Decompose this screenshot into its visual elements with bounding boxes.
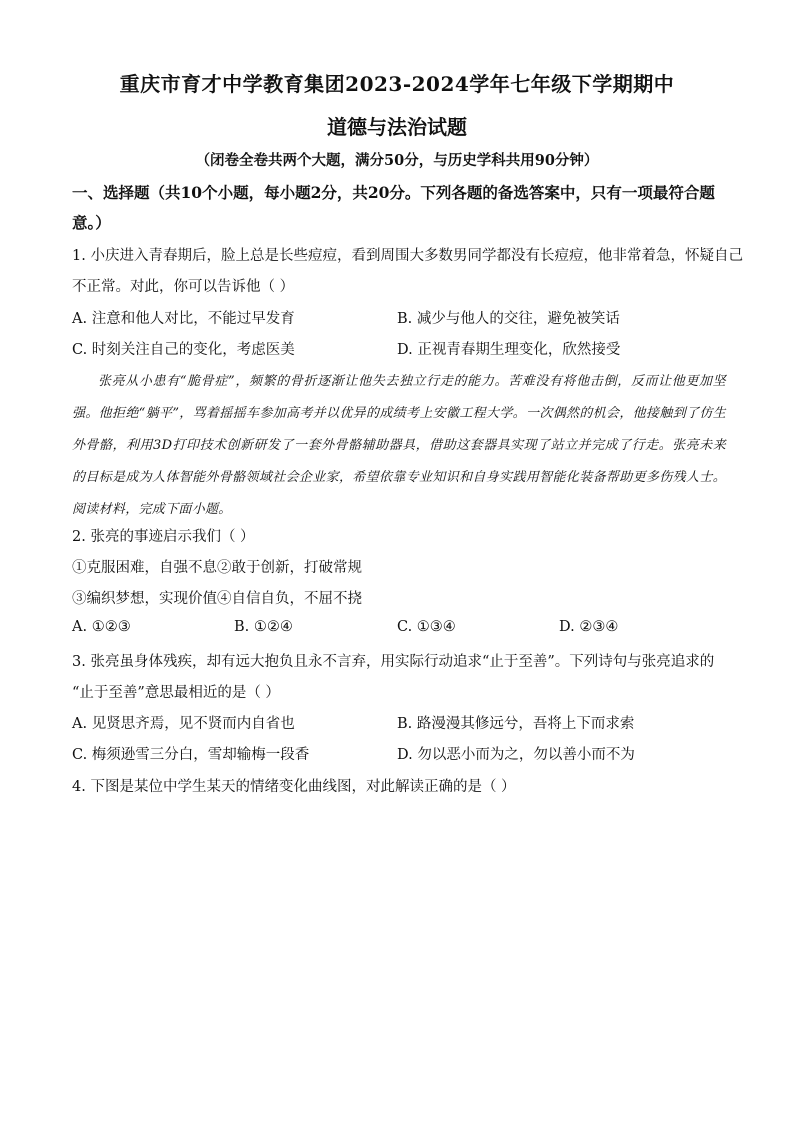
q1-stem-line2: 不正常。对此，你可以告诉他（ ）	[72, 279, 295, 295]
q2-option-d: D. ②③④	[559, 619, 619, 635]
q1-stem-line1: 1. 小庆进入青春期后，脸上总是长些痘痘，看到周围大多数男同学都没有长痘痘，他非常着急，怀疑自己	[72, 248, 743, 264]
q1-option-c: C. 时刻关注自己的变化，考虑医美	[72, 342, 295, 358]
q3-option-d: D. 勿以恶小而为之，勿以善小而不为	[397, 747, 635, 763]
q2-items-line2: ③编织梦想，实现价值④自信自负，不屈不挠	[72, 591, 362, 607]
reading-passage: 张亮从小患有“脆骨症”，频繁的骨折逐渐让他失去独立行走的能力。苦难没有将他击倒，反而让他更加坚强。他拒绝“躺平”，骂着摇摇车参加高考并以优异的成绩考上安徽工程大学。一次偶然的机会，他接触到了仿生外骨骼，利用3D打印技术创新研发了一套外骨骼辅助器具，借助这套器具实现了站立并完成了行走。张亮未来的目标是成为人体智能外骨骼领域社会企业家，希望依靠专业知识和自身实践用智能化装备帮助更多伤残人士。阅读材料，完成下面小题。	[72, 374, 726, 517]
q3-stem-line2: “止于至善”意思最相近的是（ ）	[72, 685, 280, 701]
q3-stem-line1: 3. 张亮虽身体残疾，却有远大抱负且永不言弃，用实际行动追求“止于至善”。下列诗句与张亮追求的	[72, 654, 715, 670]
q2-option-a: A. ①②③	[72, 619, 131, 635]
q3-option-a: A. 见贤思齐焉，见不贤而内自省也	[72, 716, 295, 732]
exam-title: 重庆市育才中学教育集团2023-2024学年七年级下学期期中	[119, 72, 675, 96]
exam-note: （闭卷全卷共两个大题，满分50分，与历史学科共用90分钟）	[195, 152, 599, 169]
section-heading: 一、选择题（共10个小题，每小题2分，共20分。下列各题的备选答案中，只有一项最符合题意。）	[72, 183, 715, 232]
q2-option-b: B. ①②④	[234, 619, 293, 635]
q1-option-a: A. 注意和他人对比，不能过早发育	[72, 311, 295, 327]
q2-option-c: C. ①③④	[397, 619, 456, 635]
q1-option-d: D. 正视青春期生理变化，欣然接受	[397, 342, 621, 358]
q2-stem: 2. 张亮的事迹启示我们（ ）	[72, 529, 255, 545]
q2-items-line1: ①克服困难，自强不息②敢于创新，打破常规	[72, 560, 362, 576]
q1-option-b: B. 减少与他人的交往，避免被笑话	[397, 311, 620, 327]
q3-option-c: C. 梅须逊雪三分白，雪却输梅一段香	[72, 747, 310, 763]
q3-option-b: B. 路漫漫其修远兮，吾将上下而求索	[397, 716, 635, 732]
q4-stem: 4. 下图是某位中学生某天的情绪变化曲线图，对此解读正确的是（ ）	[72, 779, 516, 795]
exam-subtitle: 道德与法治试题	[327, 115, 467, 139]
